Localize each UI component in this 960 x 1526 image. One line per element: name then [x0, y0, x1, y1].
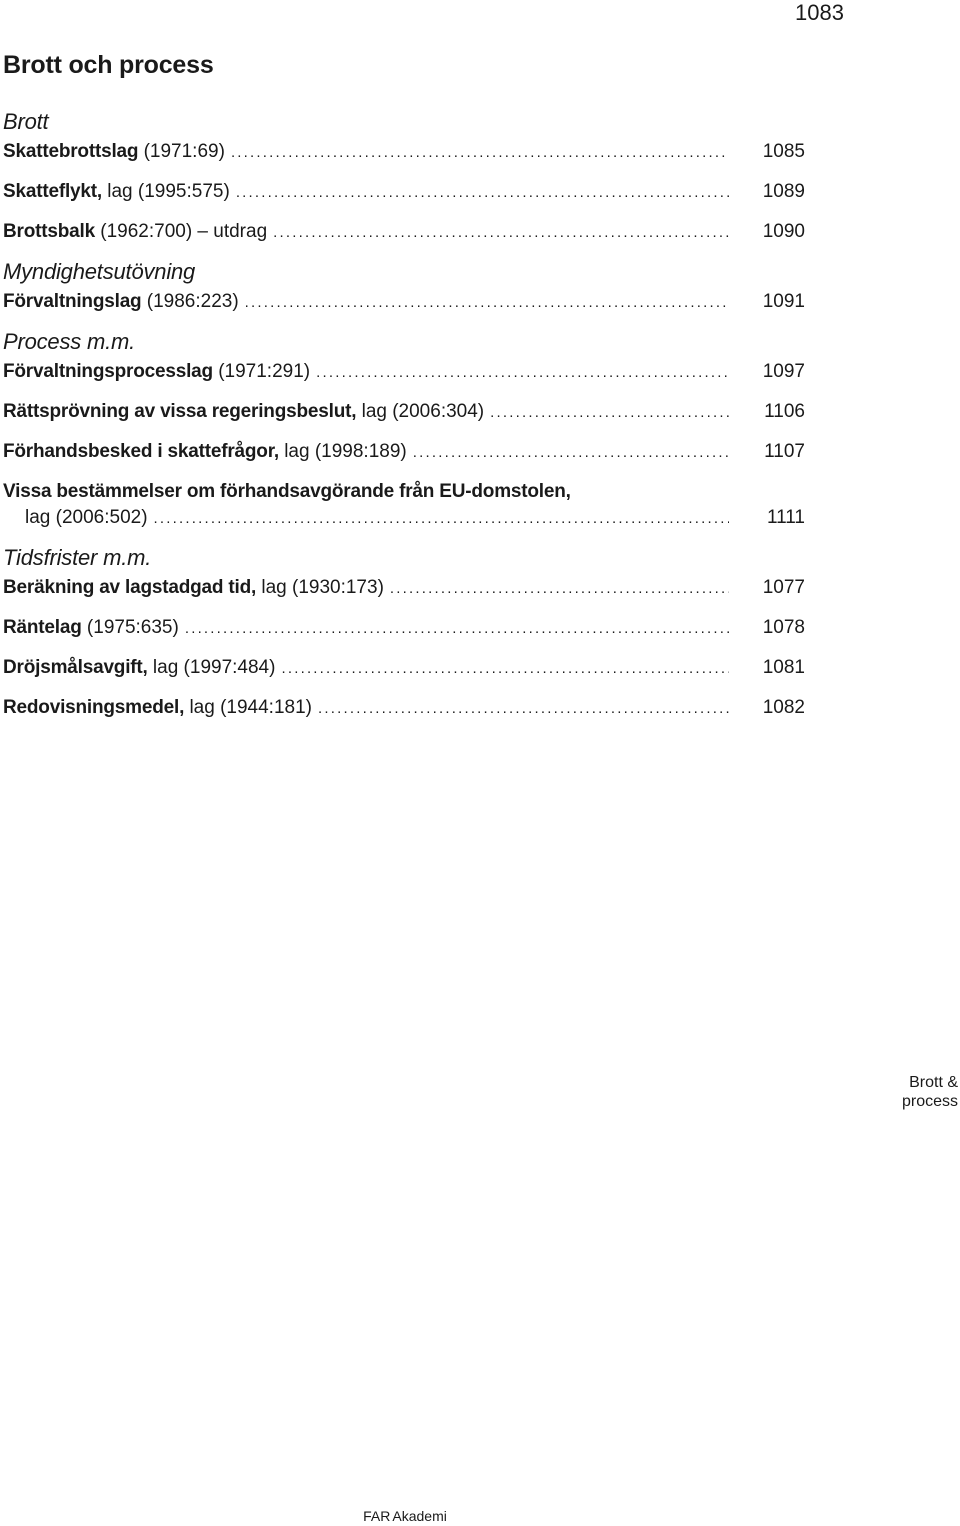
dot-leader	[490, 401, 729, 425]
toc-entry-detail: lag (1930:173)	[256, 577, 384, 598]
toc-entry-detail: (1971:69)	[138, 141, 225, 162]
toc-entry[interactable]	[3, 656, 805, 680]
toc-entry-title	[3, 360, 310, 384]
toc-entry[interactable]	[3, 140, 805, 164]
toc-entry-page: 1082	[762, 697, 805, 718]
toc-entry-detail: lag (1995:575)	[101, 181, 230, 202]
toc-section-myndighetsutovning	[3, 258, 805, 314]
toc-entry-title	[3, 696, 312, 720]
toc-entry-title	[3, 180, 230, 204]
toc-entry-title	[3, 656, 275, 680]
chapter-title: Brott och process	[3, 51, 214, 79]
toc-section-tidsfrister	[3, 544, 805, 720]
section-heading: Brott	[3, 109, 49, 134]
dot-leader	[318, 697, 729, 721]
toc-entry-detail: (1962:700) – utdrag	[94, 221, 268, 242]
dot-leader	[154, 507, 729, 531]
toc-entry-title	[3, 220, 267, 244]
toc-entry-page: 1090	[762, 221, 805, 242]
toc-entry-detail: (1975:635)	[81, 617, 179, 638]
section-heading: Process m.m.	[3, 329, 136, 354]
toc-entry-page: 1078	[762, 617, 805, 638]
toc-entry-name: Förvaltningslag	[3, 291, 142, 312]
toc-entry-title	[3, 440, 407, 464]
toc-section-brott	[3, 108, 805, 244]
toc-entry[interactable]	[3, 360, 805, 384]
toc-entry-name: Rättsprövning av vissa regeringsbeslut,	[3, 401, 357, 422]
toc-entry-detail: (1986:223)	[141, 291, 239, 312]
toc-entry-name: Beräkning av lagstadgad tid,	[3, 577, 257, 598]
publisher-footer	[0, 1508, 807, 1524]
chapter-side-label	[902, 1073, 958, 1111]
toc-entry-page: 1081	[762, 657, 805, 678]
toc-entry-name: Brottsbalk	[3, 221, 95, 242]
toc-entry-page: 1107	[764, 441, 805, 462]
toc-entry[interactable]	[3, 220, 805, 244]
toc-entry-name: Skatteflykt,	[3, 181, 102, 202]
toc-entry[interactable]	[3, 400, 805, 424]
toc-entry-detail: lag (1944:181)	[184, 697, 312, 718]
dot-leader	[281, 657, 729, 681]
toc-entry-page: 1106	[764, 401, 805, 422]
dot-leader	[273, 221, 729, 245]
table-of-contents	[3, 108, 805, 736]
toc-entry-name: Förhandsbesked i skattefrågor,	[3, 441, 279, 462]
toc-entry-page: 1091	[762, 291, 805, 312]
toc-entry-page: 1111	[766, 507, 805, 528]
toc-entry[interactable]	[3, 696, 805, 720]
toc-entry-multiline[interactable]	[3, 480, 805, 530]
side-label-line: Brott &	[909, 1074, 958, 1091]
toc-entry-name: Skattebrottslag	[3, 141, 139, 162]
toc-entry[interactable]	[3, 180, 805, 204]
toc-entry-title	[3, 576, 384, 600]
dot-leader	[390, 577, 729, 601]
toc-entry-title	[3, 140, 225, 164]
toc-entry-page: 1077	[762, 577, 805, 598]
toc-entry-name: Vissa bestämmelser om förhandsavgörande från EU-domstolen,	[3, 481, 571, 502]
page-number: 1083	[795, 0, 844, 25]
toc-entry-detail: (1971:291)	[212, 361, 311, 382]
toc-entry-name: Förvaltningsprocesslag	[3, 361, 213, 382]
dot-leader	[316, 361, 729, 385]
toc-section-process	[3, 328, 805, 530]
toc-entry[interactable]	[3, 290, 805, 314]
publisher-name-part: FAR	[363, 1508, 391, 1524]
toc-entry-detail: lag (1998:189)	[278, 441, 407, 462]
toc-entry-name: Räntelag	[3, 617, 82, 638]
toc-entry-title	[3, 290, 239, 314]
toc-entry-title	[3, 616, 179, 640]
section-heading: Tidsfrister m.m.	[3, 545, 152, 570]
toc-entry-continuation	[3, 506, 805, 530]
toc-entry-detail: lag (2006:304)	[356, 401, 485, 422]
toc-entry[interactable]	[3, 440, 805, 464]
dot-leader	[231, 141, 729, 165]
toc-entry-page: 1097	[762, 361, 805, 382]
dot-leader	[413, 441, 729, 465]
toc-entry[interactable]	[3, 616, 805, 640]
side-label-line: process	[901, 1093, 958, 1110]
dot-leader	[185, 617, 729, 641]
toc-entry[interactable]	[3, 576, 805, 600]
toc-entry-detail: lag (1997:484)	[147, 657, 276, 678]
publisher-name-part: Akademi	[392, 1508, 447, 1524]
toc-entry-page: 1085	[762, 141, 805, 162]
toc-entry-title	[3, 400, 484, 424]
dot-leader	[236, 181, 729, 205]
section-heading: Myndighetsutövning	[3, 259, 196, 284]
dot-leader	[245, 291, 729, 315]
toc-entry-name: Redovisningsmedel,	[3, 697, 185, 718]
toc-entry-page: 1089	[762, 181, 805, 202]
toc-entry-name: Dröjsmålsavgift,	[3, 657, 148, 678]
toc-entry-detail: lag (2006:502)	[25, 507, 148, 528]
